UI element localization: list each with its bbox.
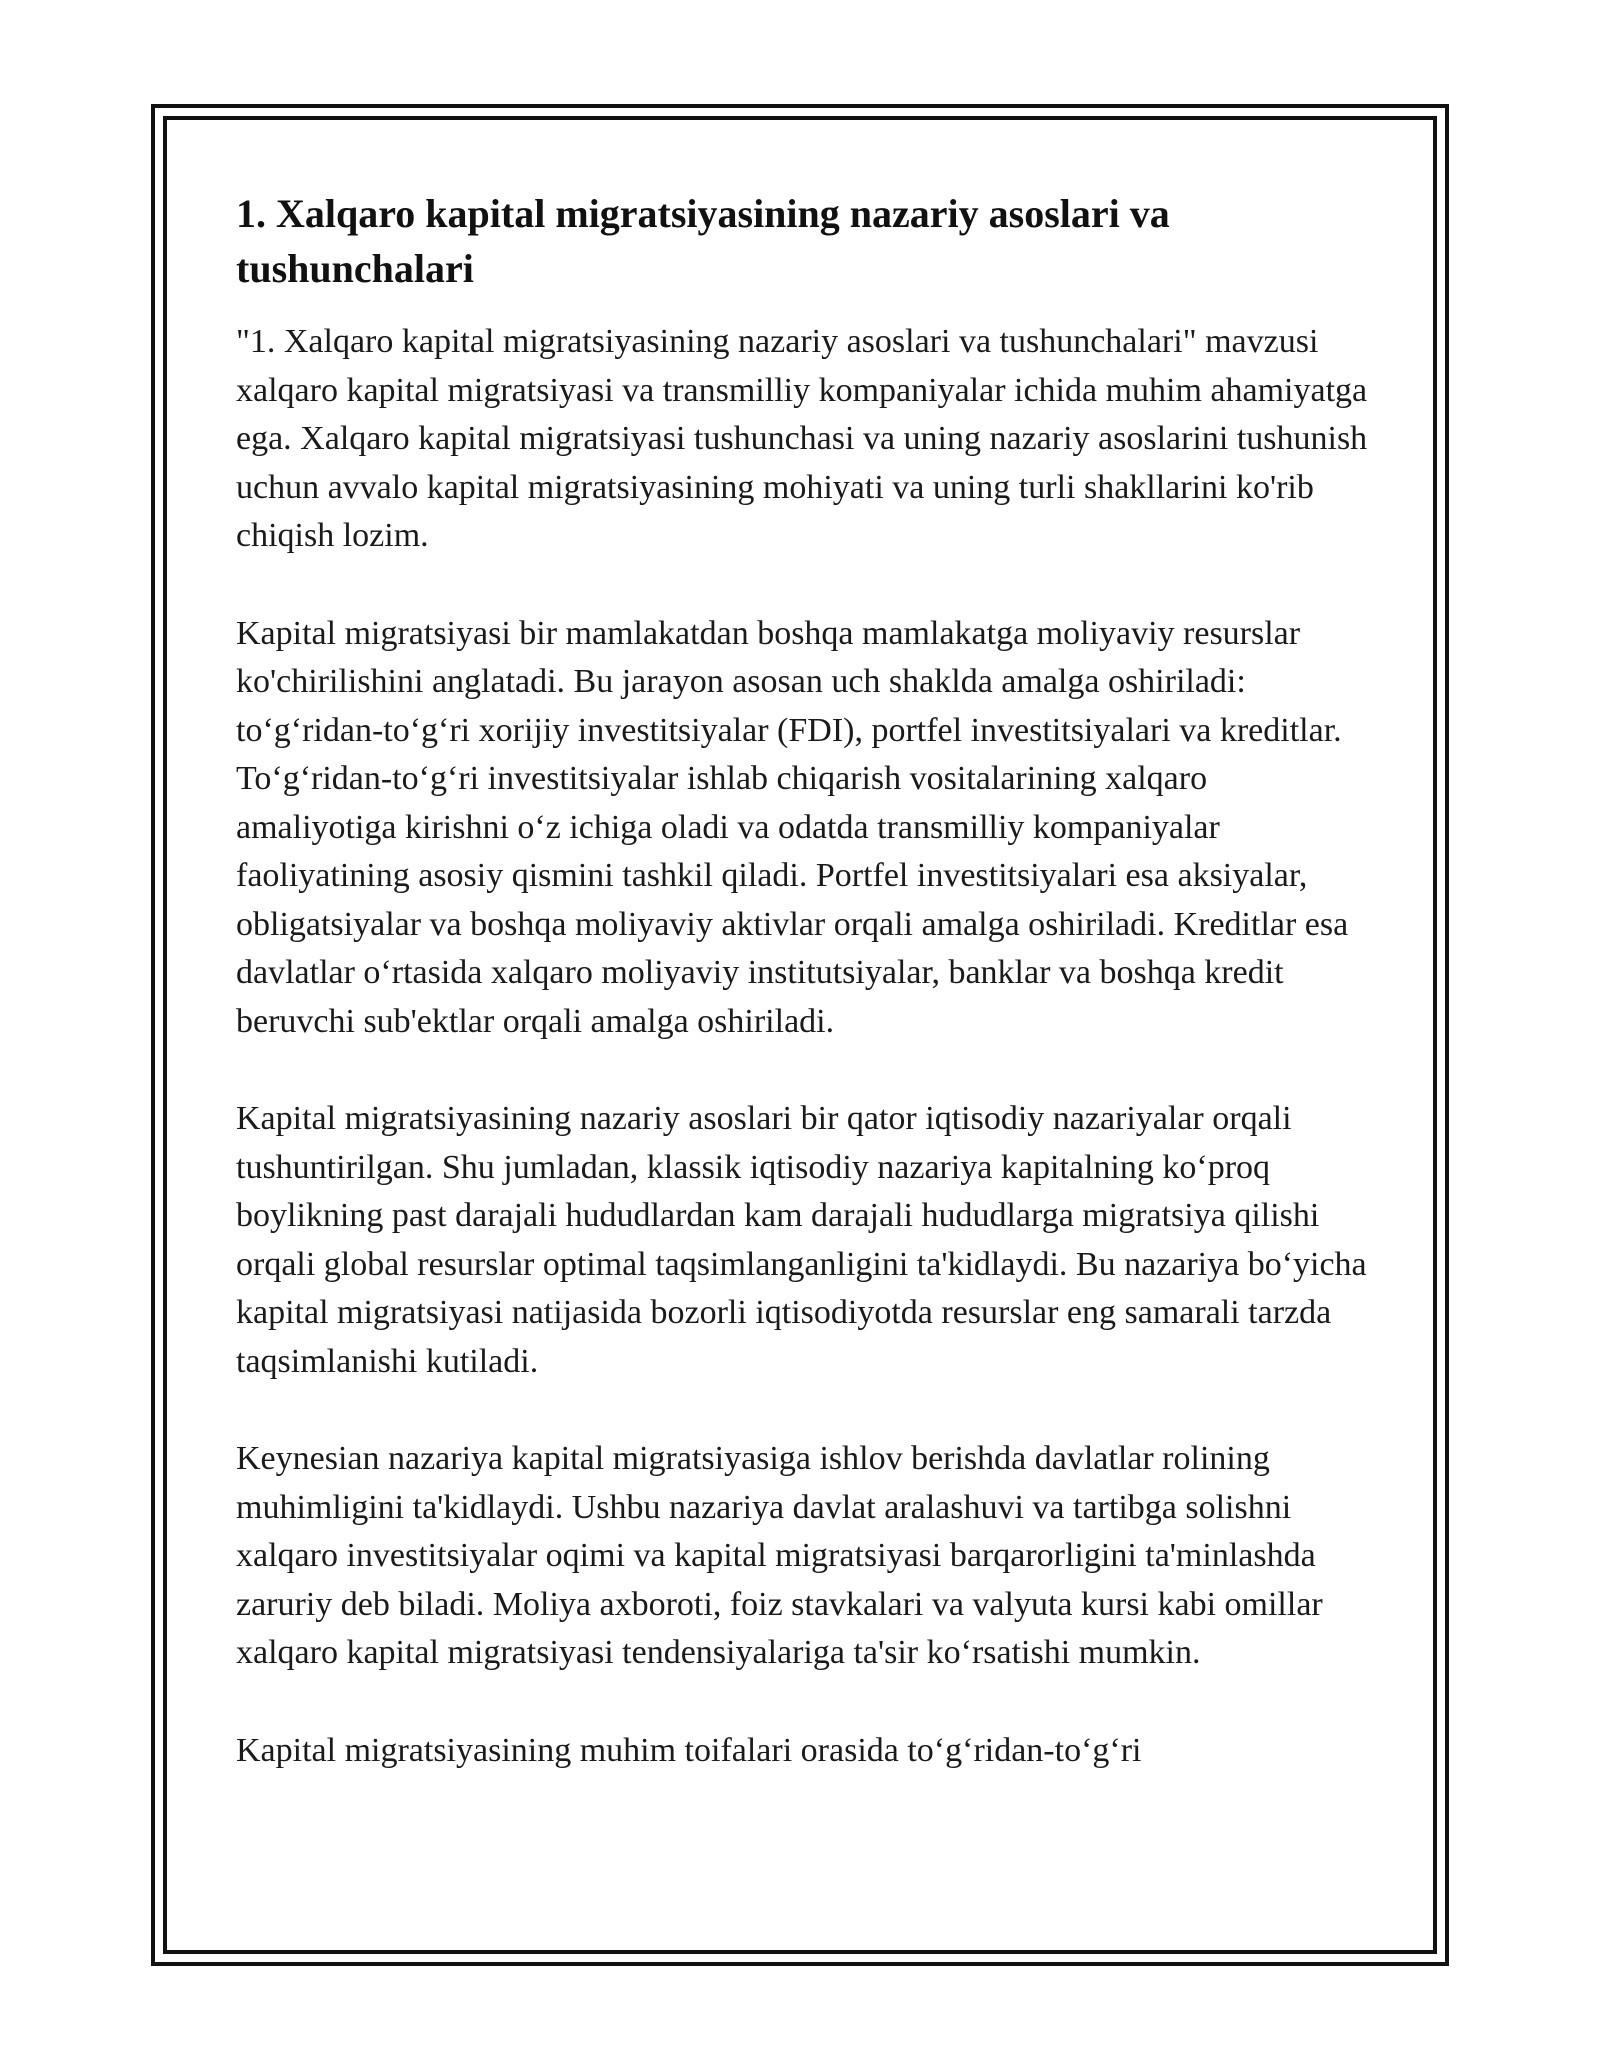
section-heading: 1. Xalqaro kapital migratsiyasining nazariy asoslari va tushunchalari — [236, 191, 1170, 291]
document-body — [236, 186, 1376, 1824]
paragraph-capital-categories: Kapital migratsiyasining muhim toifalari orasida to‘g‘ridan-to‘g‘ri — [236, 1731, 1142, 1769]
paragraph-keynesian-theory: Keynesian nazariya kapital migratsiyasiga ishlov berishda davlatlar rolining muhimligini ta'kidlaydi. Ushbu nazariya davlat aralashuvi va tartibga solishni xalqaro investitsiyalar oqimi va kapital migratsiyasi barqarorligini ta'minlashda zaruriy deb biladi. Moliya axboroti, foiz stavkalari va valyuta kursi kabi omillar xalqaro kapital migratsiyasi tendensiyalariga ta'sir ko‘rsatishi mumkin. — [236, 1440, 1323, 1671]
paragraph-classical-theory: Kapital migratsiyasining nazariy asoslari bir qator iqtisodiy nazariyalar orqali tushuntirilgan. Shu jumladan, klassik iqtisodiy nazariya kapitalning ko‘proq boylikning past darajali hududlardan kam darajali hududlarga migratsiya qilishi orqali global resurslar optimal taqsimlanganligini ta'kidlaydi. Bu nazariya bo‘yicha kapital migratsiyasi natijasida bozorli iqtisodiyotda resurslar eng samarali tarzda taqsimlanishi kutiladi. — [236, 1100, 1367, 1380]
paragraph-capital-migration-forms: Kapital migratsiyasi bir mamlakatdan boshqa mamlakatga moliyaviy resurslar ko'chirilishini anglatadi. Bu jarayon asosan uch shaklda amalga oshiriladi: to‘g‘ridan-to‘g‘ri xorijiy investitsiyalar (FDI), portfel investitsiyalari va kreditlar. To‘g‘ridan-to‘g‘ri investitsiyalar ishlab chiqarish vositalarining xalqaro amaliyotiga kirishni o‘z ichiga oladi va odatda transmilliy kompaniyalar faoliyatining asosiy qismini tashkil qiladi. Portfel investitsiyalari esa aksiyalar, obligatsiyalar va boshqa moliyaviy aktivlar orqali amalga oshiriladi. Kreditlar esa davlatlar o‘rtasida xalqaro moliyaviy institutsiyalar, banklar va boshqa kredit beruvchi sub'ektlar orqali amalga oshiriladi. — [236, 614, 1349, 1040]
paragraph-intro: "1. Xalqaro kapital migratsiyasining nazariy asoslari va tushunchalari" mavzusi xalqaro kapital migratsiyasi va transmilliy kompaniyalar ichida muhim ahamiyatga ega. Xalqaro kapital migratsiyasi tushunchasi va uning nazariy asoslarini tushunish uchun avvalo kapital migratsiyasining mohiyati va uning turli shakllarini ko'rib chiqish lozim. — [236, 323, 1368, 554]
